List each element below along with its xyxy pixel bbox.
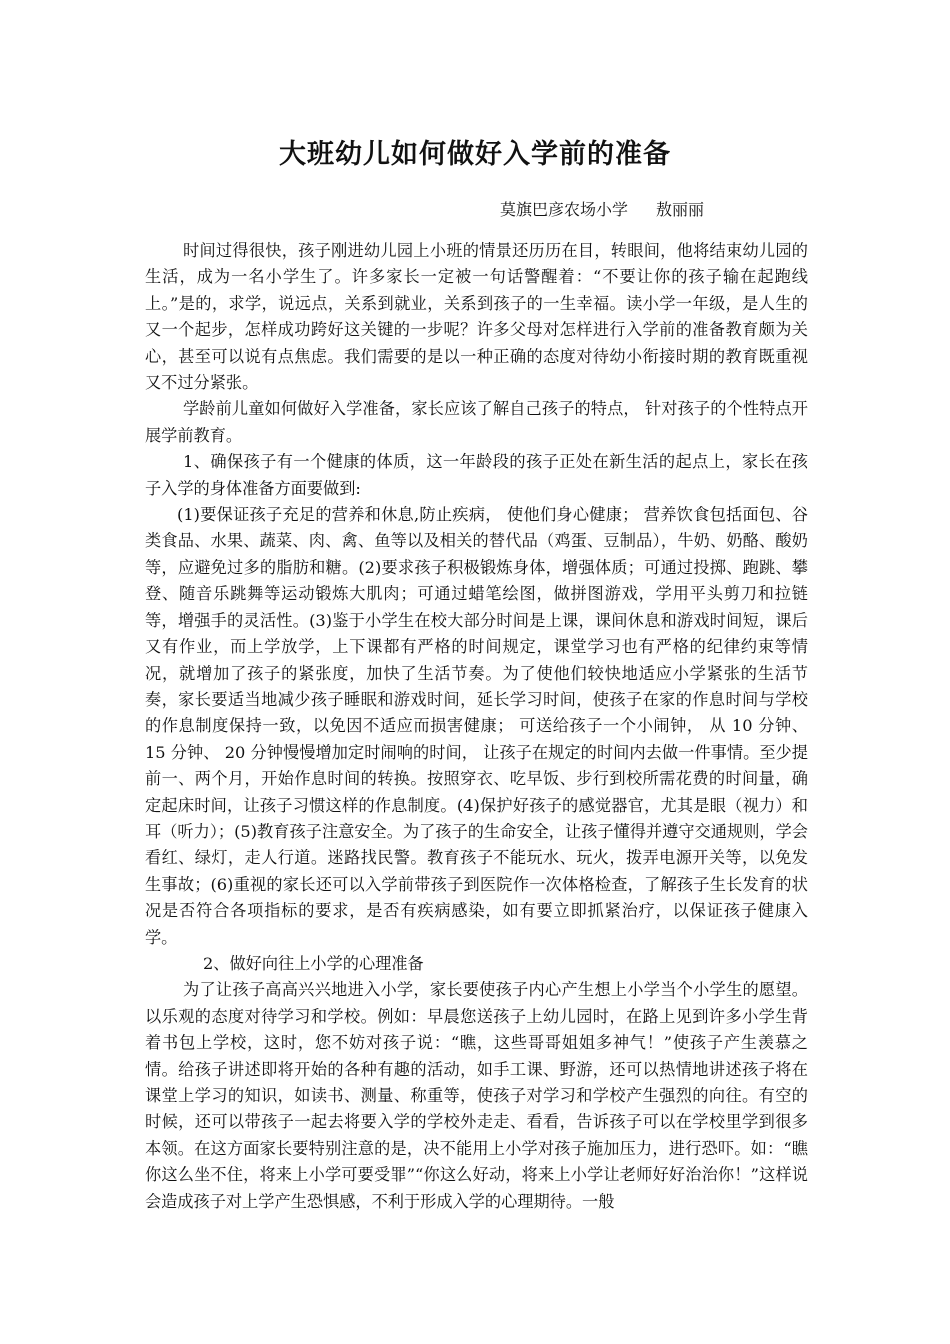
- school-name: 莫旗巴彦农场小学: [500, 200, 629, 219]
- paragraph-preschool-traits: 学龄前儿童如何做好入学准备，家长应该了解自己孩子的特点， 针对孩子的个性特点开展学前教育。: [145, 399, 808, 445]
- paragraph-psychological-prep: 为了让孩子高高兴兴地进入小学，家长要使孩子内心产生想上小学当个小学生的愿望。以乐观的态度对待学习和学校。例如：早晨您送孩子上幼儿园时，在路上见到许多小学生背着书包上学校，这时，您不妨对孩子说：“瞧，这些哥哥姐姐多神气！”使孩子产生羡慕之情。给孩子讲述即将开始的各种有趣的活动，如手工课、野游，还可以热情地讲述孩子将在课堂上学习的知识，如读书、测量、称重等，使孩子对学习和学校产生强烈的向往。有空的时候，还可以带孩子一起去将要入学的学校外走走、看看，告诉孩子可以在学校里学到很多本领。在这方面家长要特别注意的是，决不能用上小学对孩子施加压力，进行恐吓。如：“瞧你这么坐不住，将来上小学可要受罪”“你这么好动，将来上小学让老师好好治治你！”这样说会造成孩子对上学产生恐惧感，不利于形成入学的心理期待。一般: [145, 980, 808, 1211]
- paragraph-section-2-heading: 2、做好向往上小学的心理准备: [203, 953, 424, 973]
- byline: [500, 197, 704, 220]
- paragraph-health-details: (1)要保证孩子充足的营养和休息,防止疾病， 使他们身心健康； 营养饮食包括面包、谷类食品、水果、蔬菜、肉、禽、鱼等以及相关的替代品（鸡蛋、豆制品），牛奶、奶酪、酸奶等，应避免过多的脂肪和糖。(2)要求孩子积极锻炼身体，增强体质；可通过投掷、跑跳、攀登、随音乐跳舞等运动锻炼大肌肉；可通过蜡笔绘图，做拼图游戏，学用平头剪刀和拉链等，增强手的灵活性。(3)鉴于小学生在校大部分时间是上课，课间休息和游戏时间短，课后又有作业，而上学放学，上下课都有严格的时间规定，课堂学习也有严格的纪律约束等情况，就增加了孩子的紧张度，加快了生活节奏。为了使他们较快地适应小学紧张的生活节奏，家长要适当地减少孩子睡眠和游戏时间，延长学习时间，使孩子在家的作息时间与学校的作息制度保持一致，以免因不适应而损害健康； 可送给孩子一个小闹钟， 从 10 分钟、 15 分钟、 20 分钟慢慢增加定时闹响的时间， 让孩子在规定的时间内去做一件事情。至少提前一、两个月，开始作息时间的转换。按照穿衣、吃早饭、步行到校所需花费的时间量，确定起床时间，让孩子习惯这样的作息制度。(4)保护好孩子的感觉器官，尤其是眼（视力）和耳（听力）；(5)教育孩子注意安全。为了孩子的生命安全，让孩子懂得并遵守交通规则，学会看红、绿灯，走人行道。迷路找民警。教育孩子不能玩水、玩火，拨弄电源开关等，以免发生事故；(6)重视的家长还可以入学前带孩子到医院作一次体格检查，了解孩子生长发育的状况是否符合各项指标的要求，是否有疾病感染，如有要立即抓紧治疗，以保证孩子健康入学。: [145, 505, 808, 947]
- article-title: 大班幼儿如何做好入学前的准备: [279, 139, 671, 170]
- article-body: [145, 238, 808, 1215]
- paragraph-intro: 时间过得很快，孩子刚进幼儿园上小班的情景还历历在目，转眼间，他将结束幼儿园的生活，成为一名小学生了。许多家长一定被一句话警醒着：“不要让你的孩子输在起跑线上。”是的，求学，说远点，关系到就业，关系到孩子的一生幸福。读小学一年级，是人生的又一个起步，怎样成功跨好这关键的一步呢？许多父母对怎样进行入学前的准备教育颇为关心，甚至可以说有点焦虑。我们需要的是以一种正确的态度对待幼小衔接时期的教育既重视又不过分紧张。: [145, 241, 808, 393]
- paragraph-section-1-heading: 1、确保孩子有一个健康的体质，这一年龄段的孩子正处在新生活的起点上，家长在孩子入学的身体准备方面要做到:: [145, 452, 808, 498]
- author-name: 敖丽丽: [656, 200, 705, 219]
